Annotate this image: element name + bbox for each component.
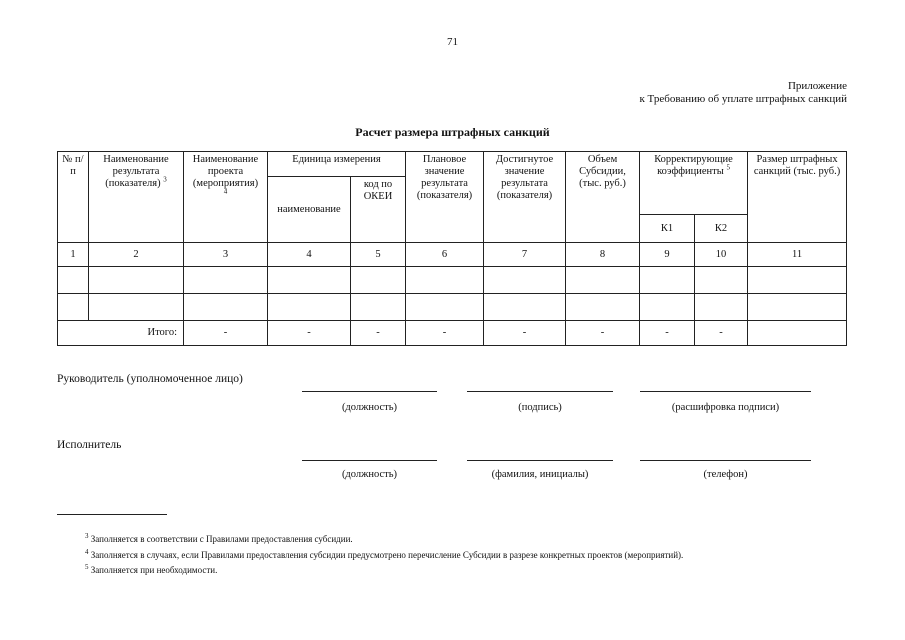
total-penalty-cell — [748, 321, 847, 346]
table-cell — [484, 267, 566, 294]
header-k2: К2 — [695, 215, 748, 243]
appendix-line-2: к Требованию об уплате штрафных санкций — [639, 93, 847, 105]
total-dash: - — [268, 321, 351, 346]
column-number: 11 — [748, 243, 847, 267]
column-number: 6 — [406, 243, 484, 267]
table-cell — [184, 267, 268, 294]
total-dash: - — [406, 321, 484, 346]
table-cell — [268, 267, 351, 294]
column-number-row — [58, 243, 847, 267]
executor-position-line — [302, 460, 437, 461]
footnote-3: $^3$ Заполняется в соответствии с Правилами предоставления субсидии. — [85, 532, 353, 544]
table-cell — [566, 294, 640, 321]
table-cell — [695, 267, 748, 294]
total-dash: - — [695, 321, 748, 346]
table-cell — [89, 267, 184, 294]
table-header-row-1 — [58, 152, 847, 177]
head-position-line — [302, 391, 437, 392]
executor-label: Исполнитель — [57, 439, 122, 451]
total-dash: - — [484, 321, 566, 346]
table-cell — [184, 294, 268, 321]
table-cell — [268, 294, 351, 321]
column-number: 10 — [695, 243, 748, 267]
total-label: Итого: — [58, 321, 184, 346]
column-number: 9 — [640, 243, 695, 267]
column-number: 8 — [566, 243, 640, 267]
table-cell — [89, 294, 184, 321]
table-cell — [406, 267, 484, 294]
table-cell — [58, 267, 89, 294]
header-result-name: Наименование результата (показателя) $^3$ — [89, 152, 184, 243]
executor-name-line — [467, 460, 613, 461]
head-decoding-caption: (расшифровка подписи) — [671, 402, 780, 413]
column-number: 5 — [351, 243, 406, 267]
penalty-calculation-table — [57, 151, 847, 346]
header-unit-name: наименование — [268, 177, 351, 243]
table-cell — [640, 294, 695, 321]
header-row-number: № п/п — [58, 152, 89, 243]
table-cell — [351, 294, 406, 321]
footnote-ref-5: 5 — [726, 163, 730, 172]
footnote-4: $^4$ Заполняется в случаях, если Правилами предоставления субсидии предусмотрено перечисление Субсидии в разрезе конкретных проектов (мероприятий). — [85, 548, 684, 560]
footnote-separator — [57, 514, 167, 515]
table-row — [58, 267, 847, 294]
total-dash: - — [640, 321, 695, 346]
head-decoding-line — [640, 391, 811, 392]
column-number: 2 — [89, 243, 184, 267]
column-number: 4 — [268, 243, 351, 267]
header-coefficients-group: Корректирующие коэффициенты $^5$ — [640, 152, 748, 215]
header-penalty-amount: Размер штрафных санкций (тыс. руб.) — [748, 152, 847, 243]
total-dash: - — [351, 321, 406, 346]
head-position-caption: (должность) — [341, 402, 398, 413]
header-unit-okei: код по ОКЕИ — [351, 177, 406, 243]
table-cell — [58, 294, 89, 321]
table-row — [58, 294, 847, 321]
column-number: 1 — [58, 243, 89, 267]
header-project-name: Наименование проекта (мероприятия) $^4$ — [184, 152, 268, 243]
head-signature-line — [467, 391, 613, 392]
executor-phone-line — [640, 460, 811, 461]
table-cell — [351, 267, 406, 294]
table-cell — [566, 267, 640, 294]
table-cell — [748, 267, 847, 294]
footnote-ref-3: 3 — [163, 175, 167, 184]
appendix-line-1: Приложение — [787, 80, 847, 92]
page-number: 71 — [447, 36, 458, 48]
footnote-ref-4: 4 — [223, 187, 228, 196]
column-number: 3 — [184, 243, 268, 267]
header-unit-group: Единица измерения — [268, 152, 406, 177]
header-planned-value: Плановое значение результата (показателя) — [406, 152, 484, 243]
total-dash: - — [184, 321, 268, 346]
column-number: 7 — [484, 243, 566, 267]
executor-phone-caption: (телефон) — [703, 469, 748, 480]
table-cell — [484, 294, 566, 321]
appendix-heading — [639, 80, 847, 106]
executor-position-caption: (должность) — [341, 469, 398, 480]
table-cell — [695, 294, 748, 321]
head-signature-caption: (подпись) — [518, 402, 562, 413]
total-dash: - — [566, 321, 640, 346]
table-cell — [748, 294, 847, 321]
executor-name-caption: (фамилия, инициалы) — [491, 469, 589, 480]
header-subsidy-volume: Объем Субсидии, (тыс. руб.) — [566, 152, 640, 243]
table-cell — [406, 294, 484, 321]
header-achieved-value: Достигнутое значение результата (показателя) — [484, 152, 566, 243]
table-cell — [640, 267, 695, 294]
head-label: Руководитель (уполномоченное лицо) — [57, 373, 243, 385]
footnote-5: $^5$ Заполняется при необходимости. — [85, 563, 218, 575]
document-title: Расчет размера штрафных санкций — [355, 125, 550, 139]
header-k1: К1 — [640, 215, 695, 243]
total-row — [58, 321, 847, 346]
